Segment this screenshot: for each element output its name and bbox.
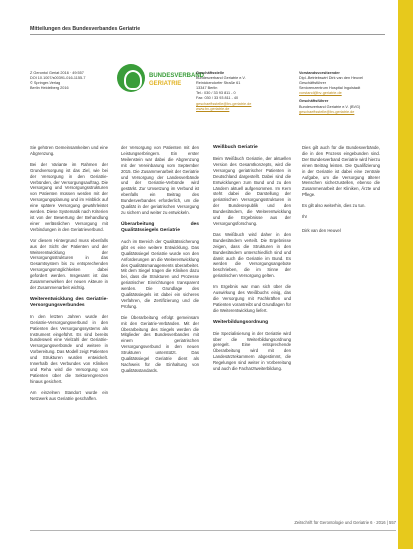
contact-board-line: Dipl.-Betriebswirt Dirk van den Heuvel [299, 76, 363, 81]
contact-office-web-link[interactable]: www.bv-geriatrie.de [196, 106, 230, 111]
section-heading: Weiterbildungsordnung [213, 319, 269, 325]
contact-board-label: Vorstandsvorsitzender [299, 71, 340, 75]
paragraph: Im Ergebnis war man sich über die Auswirkung des Weißbuchs einig, das die Versorgung mit Fachkräften und Patienten vorantreibt und Grundlagen für die Weiterentwicklung liefert. [213, 284, 291, 313]
publisher-info-line: Z Gerontol Geriat 2016 · 49:557 [30, 71, 84, 75]
publisher-info-line: Berlin Heidelberg 2016 [30, 86, 69, 91]
contact-office-line: Tel.: 030 / 33 93 811 - 0 [196, 91, 236, 96]
paragraph: Es gilt also weiterhin, dies zu tun. [302, 203, 366, 209]
logo-name: BUNDESVERBAND [149, 73, 205, 79]
publisher-info [30, 71, 110, 91]
page-number: 557 [389, 520, 396, 525]
publisher-info-line: DOI 10.1007/s00391-016-1155-7 [30, 76, 86, 81]
section-heading: Weißbuch Geriatrie [213, 145, 258, 150]
paragraph: In den letzten Jahren wurde der Geriatrie-Versorgungsverbund in den Patienten des Versorgungssystems als Instrument eingeführt. Es sind bereits bundesweit eine Vielzahl der Geriatrie-Versorgungsverbünde und weitere in Vorbereitung. Das Modell zeigt Patienten und Strukturen wurden entwickelt. Innerhalb des Verbundes von Kliniken und Reha wird die Versorgung von Patienten über die Sektorengrenzen hinaus gesichert. [30, 313, 108, 384]
footer-journal: Zeitschrift für Gerontologie und Geriatrie 6 · 2016 [294, 520, 386, 525]
paragraph: Sie gehören Gemeinsamkeiten und eine Abgrenzung. [30, 145, 108, 156]
footer-separator: | [386, 520, 389, 525]
signature-prefix: Ihr [302, 214, 308, 220]
contact-board-email-link-2[interactable]: geschaeftsstelle@bv-geriatrie.de [299, 109, 355, 114]
paragraph: Vor diesem Hintergrund muss ebenfalls aus der Sicht der Patienten und der Weiterentwicklung der Versorgungsstrukturen in das Gesamtsystem bis zu entsprechenden Versorgungsmöglichkeiten dabei gefordert werden. Insgesamt ist das Zusammenwirken der neuen Akteure in der Zusammenarbeit wichtig. [30, 237, 108, 290]
paragraph: Am einzelnen Standort wurde ein Netzwerk aus Geriatrie geschaffen. [30, 389, 108, 401]
contact-board-line: Seniorenzentrum Hospital Ingolstadt [299, 86, 361, 91]
contact-board-label-2: Geschäftsführer [299, 99, 329, 104]
article-column-4 [302, 145, 380, 234]
paragraph: Bei der Variante im Rahmen der Grundversorgung ist das Ziel, wie bei der Versorgung in den Geriatrie-Verbünden, der Versorgungsauftrag. Die Versorgung und Versorgungsstrukturen von Patienten müssen werden mit der Versorgungsplanung und im Hinblick auf eine spätere Versorgung gewährleistet werden. Diese Systematik nach Kriterien ist von der Bewertung der Behandlung einer verlässlichen Versorgung mit Verbindungen in den Geriatrieverbund. [30, 161, 108, 232]
contact-office-line: Reinickendorfer Straße 61 [196, 81, 241, 86]
paragraph: Das Weißbuch wird daher in den Bundesländern verteilt. Die Ergebnisse zeigen, dass die Strukturen in den Bundesländern unterschiedlich sind und damit auch die Geriatrie im Bund. Es werden die Versorgungsangebote beschrieben, die im Sinne der geriatrischen Versorgung gelten. [213, 231, 291, 279]
accent-bar [398, 0, 413, 549]
section-heading: Weiterentwicklung des Geriatrie-Versorgungsverbundes [30, 296, 108, 308]
page-header-title: Mitteilungen des Bundesverbandes Geriatrie [30, 26, 385, 35]
contact-board-line: Bundesverband Geriatrie e.V. (BVG) [299, 104, 361, 109]
footer-rule [30, 530, 396, 531]
publisher-info-line: © Springer-Verlag [30, 81, 61, 86]
contact-office-line: Fax: 030 / 33 93 811 - 40 [196, 96, 239, 101]
bundesverband-logo [117, 64, 207, 96]
signer-name: Dirk van den Heuvel [302, 228, 341, 234]
contact-board-email-link[interactable]: vorstand@bv-geriatrie.de [299, 91, 342, 96]
contact-office-line: Bundesverband Geriatrie e.V. [196, 76, 246, 81]
contact-office-email-link[interactable]: geschaeftsstelle@bv-geriatrie.de [196, 101, 252, 106]
logo-subtitle: GERIATRIE [149, 81, 182, 87]
paragraph: Auch im Bereich der Qualitätssicherung gibt es eine weitere Entwicklung. Das Qualitätssiegel Geriatrie wurde von den Anforderungen an die Weiterentwicklung des Qualitätsmanagements überarbeitet. Mit dem Siegel tragen die Kliniken dazu bei, dass die Strukturen und Prozesse geriatrischer Einrichtungen transparent werden. Die Grundlage des Qualitätssiegels ist dabei ein sicheres Verfahren, die Zertifizierung und die Prüfung. [121, 238, 199, 309]
paragraph: der Versorgung von Patienten mit den Leistungserbringern. Ein erster Meilenstein war dabei die Abgrenzung mit der Vereinbarung vom September 2015. Die Zusammenarbeit der Geriatrie und Versorgung der Landesverbände und der Geriatrie-Verbünde wird gestärkt. Zur Umsetzung im Verbund ist ebenfalls ein Beitrag des Bundesverbandes erforderlich, um die Qualität in der geriatrischen Versorgung zu sichern und weiter zu entwickeln. [121, 145, 199, 215]
signature-block [302, 214, 380, 234]
contact-board-line: Geschäftsführer [299, 81, 327, 86]
signature-spacer [302, 220, 380, 228]
contact-office-label: Geschäftsstelle [196, 71, 225, 75]
paragraph: Die Überarbeitung erfolgt gemeinsam mit den Geriatrie-Verbänden. Mit der Überarbeitung des Siegels werden die Mitglieder des Bundesverbandes mit einem geriatrischen Versorgungsverbund in den neuen Strukturen unterstützt. Das Qualitätssiegel Geriatrie dient als Nachweis für die Einhaltung von Qualitätsstandards. [121, 314, 199, 373]
article-column-2 [121, 145, 199, 379]
paragraph: Beim Weißbuch Geriatrie, der aktuellen Version des Gesamtkonzepts, wird die Versorgung geriatrischer Patienten in Deutschland dargestellt. Dabei sind die Entwicklungen zum Bund und zu den Ländern aktuell aufgenommen. Im Kern steht dabei die Darstellung der geriatrischen Versorgungsstrukturen in der Bundesrepublik und den Bundesländern, die Weiterentwicklung und die Ergebnisse aus der Versorgungsforschung. [213, 156, 291, 226]
section-heading: Überarbeitung des Qualitätssiegels Geriatrie [121, 221, 199, 233]
contact-office [196, 71, 291, 112]
contact-board [299, 71, 397, 115]
page-footer [150, 520, 396, 525]
paragraph: Die Spezialisierung in der Geriatrie wird über die Weiterbildungsordnung geregelt. Eine entsprechende Überarbeitung wird mit den Landesärztekammern abgestimmt, die Regelungen sind weiter in Vorbereitung und auch die Facharztweiterbildung. [213, 330, 291, 372]
logo-emblem-icon [117, 64, 145, 92]
contact-office-line: 13347 Berlin [196, 86, 218, 91]
article-column-3 [213, 145, 291, 377]
paragraph: Dies gilt auch für die Bundesverbände, die in den Prozess eingebunden sind. Der Bundesverband Geriatrie wird hierzu einen Beitrag leisten. Die Qualifizierung in der Geriatrie ist dabei eine zentrale Aufgabe, um die Versorgung älterer Menschen sicherzustellen, ebenso die Zusammenarbeit der Kliniken, Ärzte und Pflege. [302, 145, 380, 198]
article-column-1 [30, 145, 108, 407]
